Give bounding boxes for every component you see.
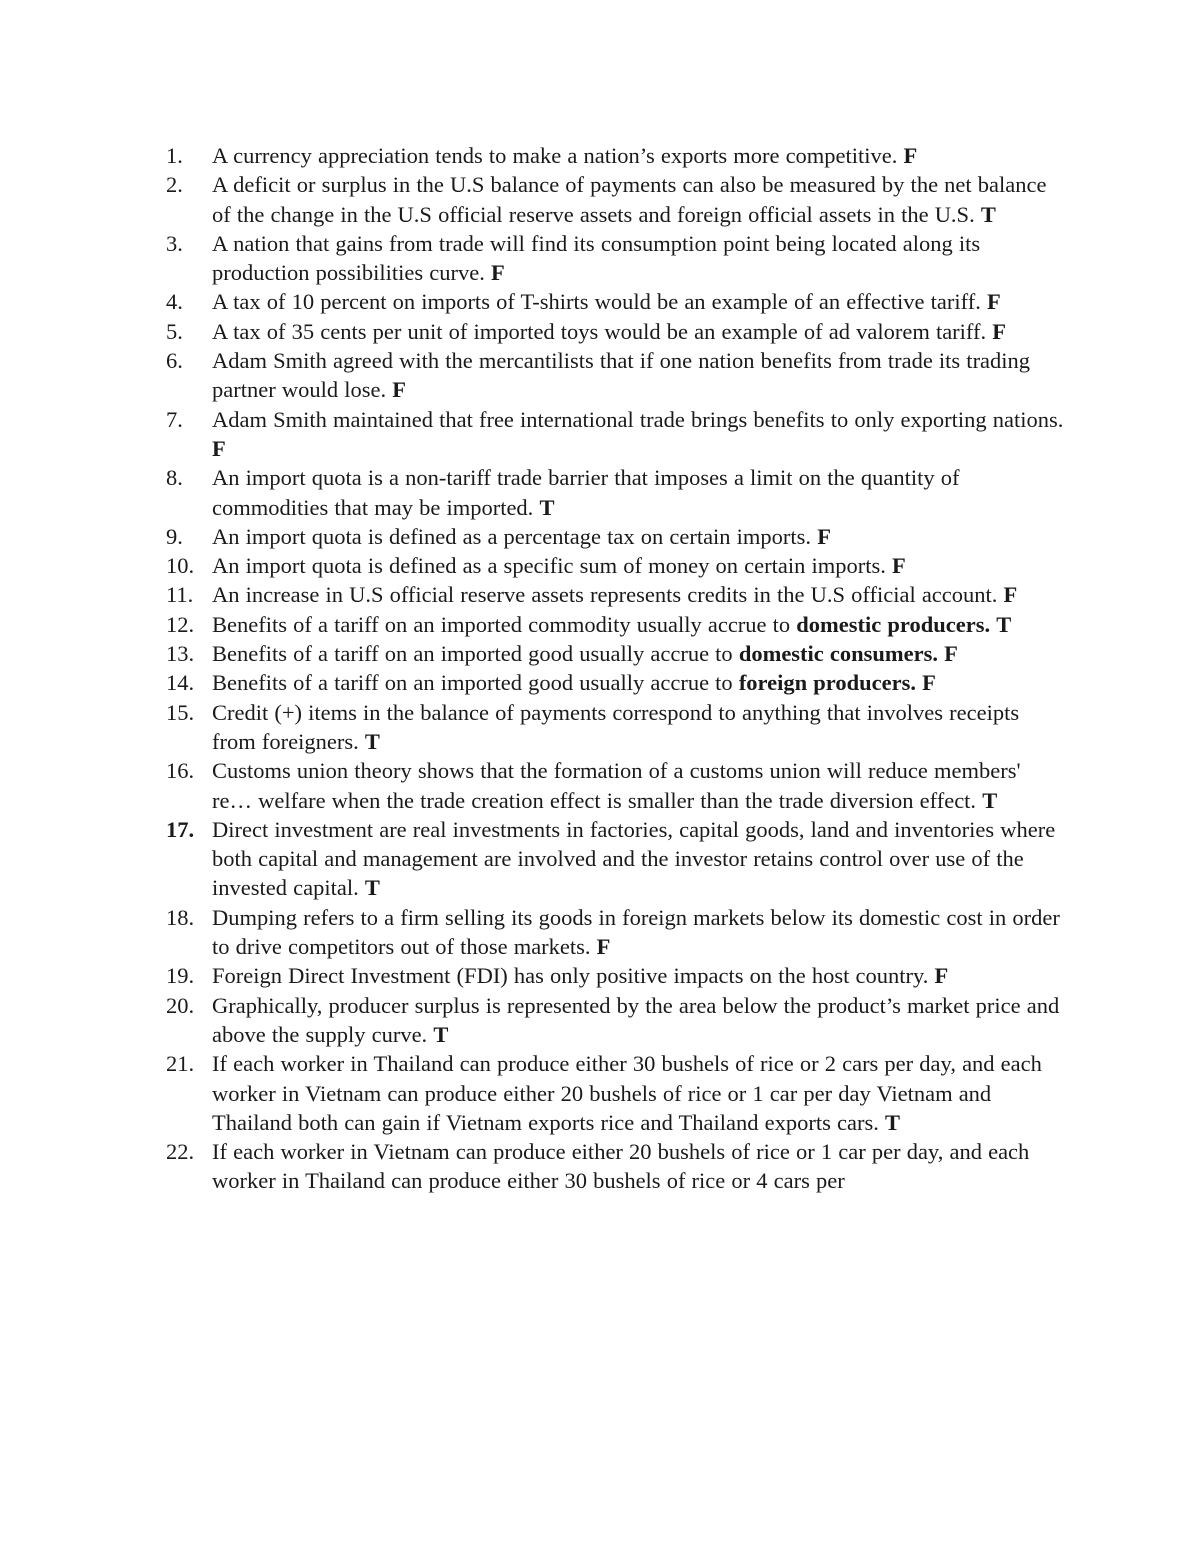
answer-key: F [944, 641, 958, 667]
question-text [212, 698, 1066, 757]
question-item [166, 346, 1066, 405]
question-statement: An import quota is a non-tariff trade barrier that imposes a limit on the quantity of commodities that may be imported. [212, 465, 960, 520]
question-text [212, 991, 1066, 1050]
question-item [166, 756, 1066, 815]
answer-key: F [891, 553, 906, 579]
question-text [212, 287, 1066, 316]
answer-key: F [212, 435, 226, 461]
question-emphasis: domestic producers. [796, 611, 991, 637]
question-item [166, 141, 1066, 170]
question-statement: A nation that gains from trade will find its consumption point being located along its production possibilities curve. [212, 230, 981, 286]
answer-key: F [1003, 582, 1018, 608]
question-item [166, 522, 1066, 551]
question-item [166, 170, 1066, 229]
question-number: 18. [166, 904, 195, 930]
question-text [212, 639, 1066, 668]
answer-key: T [884, 1109, 900, 1135]
question-text [212, 170, 1066, 229]
question-statement: Adam Smith maintained that free international trade brings benefits to only exporting nations. [212, 406, 1064, 432]
question-item [166, 405, 1066, 464]
question-statement: Benefits of a tariff on an imported good usually accrue to [212, 670, 739, 696]
question-text [212, 961, 1066, 990]
question-number: 8. [166, 465, 183, 491]
question-statement: A deficit or surplus in the U.S balance of payments can also be measured by the net balance of the change in the U.S official reserve assets and foreign official assets in the U.S. [212, 172, 1047, 227]
answer-key: T [980, 201, 996, 227]
question-number: 11. [166, 582, 194, 608]
question-number: 5. [166, 318, 183, 344]
question-number: 21. [166, 1051, 195, 1077]
question-number: 14. [166, 670, 195, 696]
question-text [212, 610, 1066, 639]
question-text [212, 229, 1066, 288]
question-statement: Benefits of a tariff on an imported commodity usually accrue to [212, 611, 797, 637]
question-statement: Adam Smith agreed with the mercantilists that if one nation benefits from trade its trading partner would lose. [212, 348, 1031, 403]
question-item [166, 1049, 1066, 1137]
answer-key: T [364, 875, 380, 901]
question-statement: Benefits of a tariff on an imported good usually accrue to [212, 641, 739, 667]
question-number: 22. [166, 1139, 195, 1165]
question-number: 3. [166, 230, 183, 256]
question-item [166, 610, 1066, 639]
question-item [166, 961, 1066, 990]
question-number: 2. [166, 172, 183, 198]
answer-key: F [934, 963, 949, 989]
question-text [212, 1049, 1066, 1137]
question-number: 7. [166, 406, 183, 432]
answer-key: F [392, 377, 406, 403]
question-item [166, 551, 1066, 580]
question-number: 12. [166, 611, 195, 637]
question-item [166, 463, 1066, 522]
question-item [166, 639, 1066, 668]
answer-key: T [996, 611, 1012, 637]
question-number: 15. [166, 699, 195, 725]
answer-key: F [817, 523, 831, 549]
question-statement: If each worker in Thailand can produce either 30 bushels of rice or 2 cars per day, and each worker in Vietnam can produce either 20 bushels of rice or 1 car per day Vietnam and Thailand both can gain if Vietnam exports rice and Thailand exports cars. [212, 1051, 1042, 1135]
question-statement: Credit (+) items in the balance of payments correspond to anything that involves receipts from foreigners. [212, 699, 1020, 754]
question-number: 4. [166, 289, 183, 315]
question-item [166, 698, 1066, 757]
question-item [166, 903, 1066, 962]
question-text [212, 522, 1066, 551]
question-text [212, 815, 1066, 903]
question-statement: An import quota is defined as a specific sum of money on certain imports. [212, 553, 892, 579]
answer-key: F [992, 318, 1007, 344]
question-text [212, 756, 1066, 815]
answer-key: F [986, 289, 1001, 315]
question-item [166, 580, 1066, 609]
answer-key: F [490, 260, 505, 286]
question-number: 17. [166, 816, 195, 842]
question-item [166, 991, 1066, 1050]
question-number: 19. [166, 963, 195, 989]
question-text [212, 463, 1066, 522]
question-text [212, 551, 1066, 580]
question-number: 13. [166, 641, 195, 667]
question-number: 20. [166, 992, 195, 1018]
answer-key: T [982, 787, 998, 813]
answer-key: T [433, 1021, 449, 1047]
question-number: 1. [166, 143, 183, 168]
question-item [166, 287, 1066, 316]
question-number: 16. [166, 758, 195, 784]
question-item [166, 815, 1066, 903]
question-number: 6. [166, 348, 183, 374]
question-text [212, 346, 1066, 405]
answer-key: T [539, 494, 555, 520]
question-statement: An increase in U.S official reserve assets represents credits in the U.S official account. [212, 582, 1004, 608]
question-statement: Foreign Direct Investment (FDI) has only positive impacts on the host country. [212, 963, 935, 989]
question-statement: Graphically, producer surplus is represented by the area below the product’s market price and above the supply curve. [212, 992, 1060, 1047]
question-text [212, 141, 1066, 170]
question-statement: A tax of 10 percent on imports of T-shirts would be an example of an effective tariff. [212, 289, 987, 315]
question-emphasis: foreign producers. [738, 670, 916, 696]
answer-key: T [364, 728, 380, 754]
question-item [166, 668, 1066, 697]
question-statement: Direct investment are real investments in factories, capital goods, land and inventories where both capital and management are involved and the investor retains control over use of the invested capital. [212, 816, 1056, 901]
question-statement: If each worker in Vietnam can produce either 20 bushels of rice or 1 car per day, and each worker in Thailand can produce either 30 bushels of rice or 4 cars per [212, 1139, 1030, 1194]
question-emphasis: domestic consumers. [738, 641, 939, 667]
question-statement: A tax of 35 cents per unit of imported toys would be an example of ad valorem tariff. [212, 318, 993, 344]
question-text [212, 668, 1066, 697]
question-text [212, 903, 1066, 962]
question-list [166, 141, 1066, 1196]
question-text [212, 405, 1066, 464]
question-item [166, 229, 1066, 288]
question-statement: An import quota is defined as a percentage tax on certain imports. [212, 523, 818, 549]
question-item [166, 1137, 1066, 1196]
question-statement: Dumping refers to a firm selling its goods in foreign markets below its domestic cost in order to drive competitors out of those markets. [212, 904, 1060, 960]
question-text [212, 317, 1066, 346]
question-text [212, 1137, 1066, 1196]
answer-key: F [922, 670, 936, 696]
question-text [212, 580, 1066, 609]
answer-key: F [596, 934, 611, 960]
question-item [166, 317, 1066, 346]
question-statement: Customs union theory shows that the formation of a customs union will reduce members' re… welfare when the trade creation effect is smaller than the trade diversion effect. [212, 758, 1021, 813]
answer-key: F [903, 143, 918, 168]
question-number: 9. [166, 523, 183, 549]
question-number: 10. [166, 553, 195, 579]
question-statement: A currency appreciation tends to make a nation’s exports more competitive. [212, 143, 904, 168]
